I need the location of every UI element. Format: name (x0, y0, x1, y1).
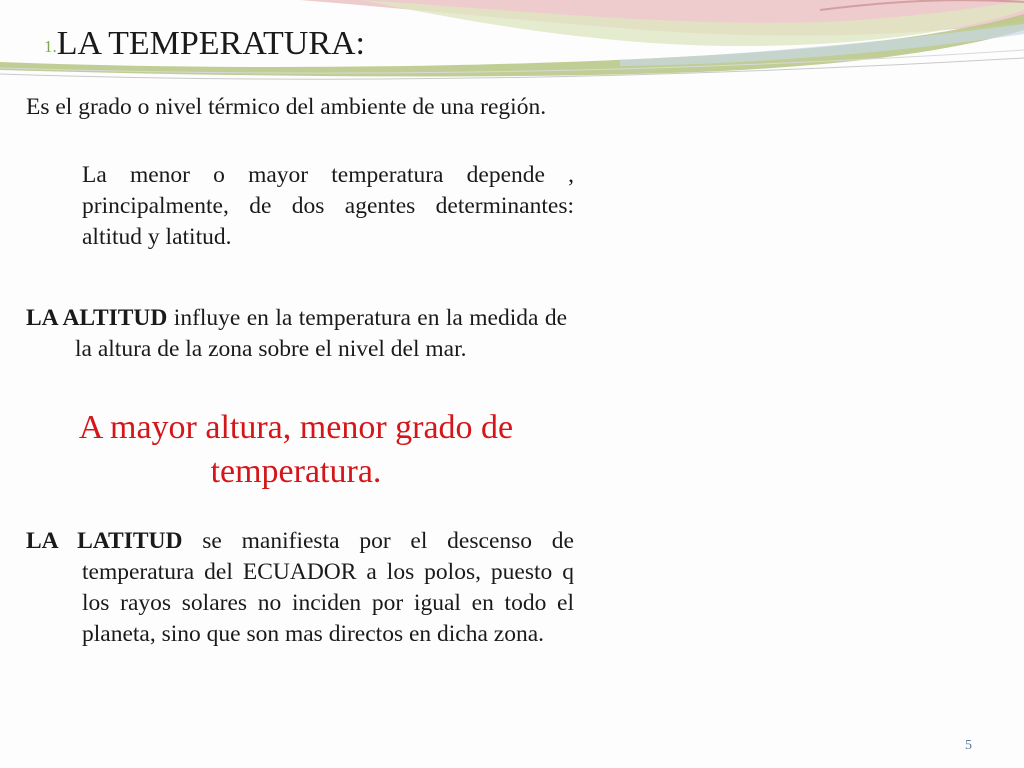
title-text: LA TEMPERATURA: (56, 25, 365, 62)
latitude-lead: LA LATITUD (26, 528, 183, 554)
highlight-statement: A mayor altura, menor grado de temperatura. (78, 409, 514, 490)
paragraph-altitude (26, 303, 567, 365)
latitude-text: se manifiesta por el descenso de temperatura del ECUADOR a los polos, puesto q los rayos solares no inciden por igual en todo el planeta, sino que son mas directos en dicha zona. (82, 528, 574, 647)
paragraph-definition (26, 92, 574, 123)
paragraph-definition-text: Es el grado o nivel térmico del ambiente de una región. (26, 94, 547, 120)
title-number: 1. (44, 37, 57, 56)
paragraph-factors (26, 160, 574, 253)
paragraph-latitude (26, 526, 574, 650)
page-number: 5 (965, 738, 972, 753)
slide-title (44, 24, 365, 67)
altitude-text: influye en la temperatura en la medida de la altura de la zona sobre el nivel del mar. (75, 305, 568, 362)
altitude-lead: LA ALTITUD (26, 305, 168, 331)
paragraph-factors-text: La menor o mayor temperatura depende , principalmente, de dos agentes determinantes: altitud y latitud. (82, 162, 574, 250)
